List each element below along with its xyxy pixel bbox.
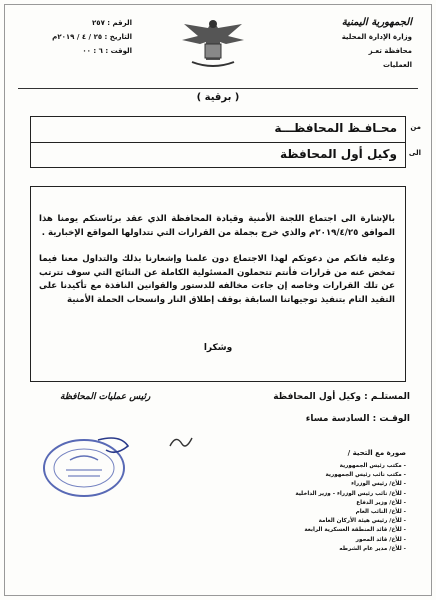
cc-item: - للأخ/ رئيس هيئة الأركان العامة bbox=[256, 517, 406, 526]
eagle-emblem-icon bbox=[178, 14, 248, 74]
header-divider bbox=[18, 88, 418, 89]
republic-name: الجمهورية اليمنية bbox=[341, 17, 412, 28]
cc-item: - مكتب رئيس الجمهورية bbox=[256, 462, 406, 471]
receiver-line: المستلـم : وكيل أول المحافظة bbox=[273, 392, 410, 402]
department-name: العمليات bbox=[382, 61, 412, 69]
cc-item: - للأخ/ النائب العام bbox=[256, 508, 406, 517]
date-value: ٢٥ / ٤ / ٢٠١٩م bbox=[52, 33, 103, 41]
received-time-line: الوقـت : السادسة مساء bbox=[305, 414, 410, 424]
cc-item: - للأخ/ وزير الدفاع bbox=[256, 499, 406, 508]
cc-item: - للأخ/ قائد المحور bbox=[256, 536, 406, 545]
body-paragraph-1: بالإشارة الى اجتماع اللجنة الأمنية وقيادة المحافظة الذي عقد برئاستكم يومنا هذا الموافق ٢٠١٩/٤/٢٥م والذي خرج بجملة من القرارات التي تتداولها المواقع الإخبارية . bbox=[39, 214, 395, 238]
from-label: من bbox=[410, 123, 421, 131]
date-line: التاريخ : ٢٥ / ٤ / ٢٠١٩م bbox=[52, 33, 132, 41]
to-row bbox=[31, 143, 421, 169]
from-row bbox=[31, 117, 421, 143]
addressee-box bbox=[30, 116, 421, 168]
official-stamp-icon bbox=[36, 430, 132, 504]
time-value: ٦ : ٠٠ bbox=[82, 47, 103, 55]
to-label: الى bbox=[408, 149, 421, 157]
cc-item: - للأخ/ مدير عام الشرطه bbox=[256, 545, 406, 554]
cc-item: - للأخ/ رئيس الوزراء bbox=[256, 480, 406, 489]
from-value: محـافـظ المحافظـــة bbox=[274, 121, 397, 135]
message-body bbox=[30, 186, 406, 382]
body-paragraph-2: وعليه فانكم من دعوتكم لهذا الاجتماع دون علمنا وإشعارنا بذلك والتداول معنا فيما تمخض عنه من قرارات فأنتم تتحملون المسئولية الكاملة عن النتائج التي سوف تترتب عن تلك القرارات وخاصه إن جاءت مخالفه للدستور والقوانين النافذة مع تأكيدنا على التقيد التام بتنفيذ توجيهاتنا السابقة بوقف إطلاق النار وانسحاب الحملة الأمنية bbox=[39, 254, 395, 305]
signatory-title: رئيس عمليات المحافظة bbox=[60, 392, 151, 402]
signature-icon bbox=[168, 432, 198, 452]
cc-item: - مكتب نائب رئيس الجمهورية bbox=[256, 471, 406, 480]
closing-thanks: وشكرا bbox=[203, 343, 233, 353]
cc-list bbox=[256, 462, 406, 554]
cc-heading: صورة مع التحية / bbox=[347, 449, 406, 457]
ref-line: الرقم : ٢٥٧ bbox=[92, 19, 132, 27]
ministry-name: وزارة الإدارة المحلية bbox=[341, 33, 412, 41]
document-title: ( برقية ) bbox=[196, 92, 240, 103]
governorate-name: محافظة تعـز bbox=[368, 47, 412, 55]
ref-number: ٢٥٧ bbox=[92, 19, 105, 27]
cc-item: - للأخ/ نائب رئيس الوزراء - وزير الداخلية bbox=[256, 490, 406, 499]
header-issuer bbox=[292, 16, 412, 72]
cc-item: - للأخ/ قائد المنطقة العسكرية الرابعة bbox=[256, 526, 406, 535]
header-reference bbox=[22, 16, 132, 58]
to-value: وكيل أول المحافظة bbox=[279, 147, 397, 161]
time-line: الوقت : ٦ : ٠٠ bbox=[82, 47, 132, 55]
